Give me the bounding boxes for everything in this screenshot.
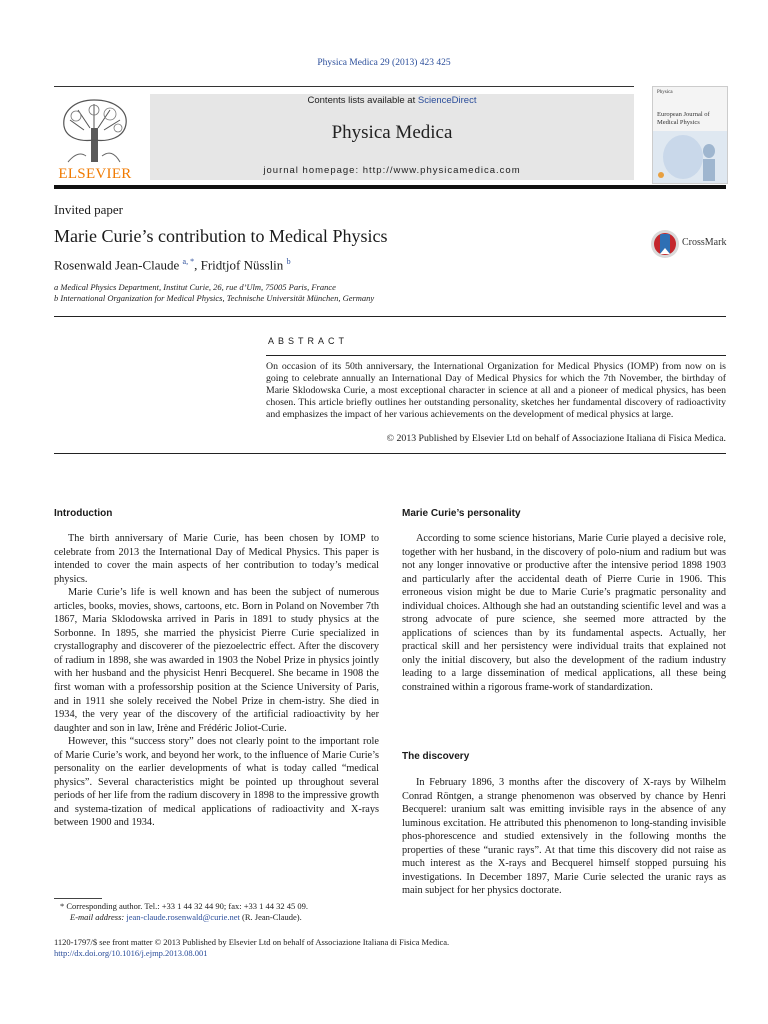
email-suffix: (R. Jean-Claude). bbox=[239, 912, 302, 922]
author-2-affiliation-marker[interactable]: b bbox=[286, 257, 291, 266]
email-line bbox=[60, 912, 380, 923]
footnote bbox=[60, 901, 380, 923]
section-heading-introduction: Introduction bbox=[54, 508, 113, 519]
doi-link[interactable]: http://dx.doi.org/10.1016/j.ejmp.2013.08.001 bbox=[54, 948, 208, 958]
cover-title: European Journal of Medical Physics bbox=[657, 111, 710, 126]
author-separator: , bbox=[194, 257, 201, 273]
contents-prefix: Contents lists available at bbox=[307, 95, 418, 106]
abstract-heading: ABSTRACT bbox=[268, 336, 349, 346]
affiliation-a: a Medical Physics Department, Institut Curie, 26, rue d’Ulm, 75005 Paris, France bbox=[54, 282, 336, 292]
crossmark-icon bbox=[650, 228, 680, 260]
paragraph: According to some science historians, Marie Curie played a decisive role, together with her husband, in the discovery of polo-nium and radium but was not any longer innovative or productive after the intensive period 1898 1903 and particularly after the accidental death of Pierre Curie in 1906. This erroneous vision might be due to Marie Curie’s pragmatic personality and individual choices. Although she had an outstanding scientific level and was a strong advocate of pure science, she seemed more attracted by the applications of sciences than by its fundamental aspects. Actually, her practical skill and her persistency were individual traits that explained not only the initial discovery, but also the development of the radium industry leading to a large dissemination of medical applications, all these being constrained within a rigorous frame-work of standardization. bbox=[402, 533, 726, 694]
journal-citation[interactable]: Physica Medica 29 (2013) 423 425 bbox=[317, 58, 451, 68]
cover-figure-icon bbox=[653, 131, 727, 183]
paragraph: Marie Curie’s life is well known and has been the subject of numerous articles, books, movies, shows, cartoons, etc. Born in Poland on November 7th 1867, Maria Sklodowska arrived in Paris in 1891 to study physics at the Sorbonne. In 1895, she married the physicist Pierre Curie specialized in crystallography and discoverer of the piezoelectric effect. After the discovery of radium in 1898, she was awarded in 1903 the Nobel Prize in physics jointly with her husband and the physicist Henri Becquerel. She became in 1908 the first woman with a professorship position at the Science University of Paris, and in 1911 she solely received the Nobel Prize in chem-istry. She died in 1934, the very year of the discovery of the artificial radioactivity by her daughter and son in law, Irène and Frédéric Joliot-Curie. bbox=[54, 587, 379, 734]
title-rule bbox=[54, 316, 726, 317]
footer-issn-line: 1120-1797/$ see front matter © 2013 Published by Elsevier Ltd on behalf of Associazione Italiana di Fisica Medica. bbox=[54, 937, 450, 947]
paragraph: In February 1896, 3 months after the discovery of X-rays by Wilhelm Conrad Röntgen, a strange phenomenon was observed by chance by Henri Becquerel: uranium salt was emitting invisible rays in the absence of any luminous excitation. He attributed this phenomenon to long-standing invisible phos-phorescence and studied extensively in the following months the properties of these “uranic rays”. At that time this discovery did not raise as much interest as the X-rays and Becquerel himself stopped pursuing his investigations. In December 1897, Marie Curie selected the uranic rays as main subject for her physics doctorate. bbox=[402, 777, 726, 897]
paragraph: The birth anniversary of Marie Curie, has been chosen by IOMP to celebrate from 2013 the International Day of Medical Physics. This paper is intended to cover the main aspects of her contribution to today’s medical physics. bbox=[54, 533, 379, 585]
section-heading-discovery: The discovery bbox=[402, 751, 470, 762]
email-label: E-mail address: bbox=[70, 912, 127, 922]
abstract-text: On occasion of its 50th anniversary, the International Organization for Medical Physics (IOMP) from now on is going to celebrate annually an International Day of Medical Physics for which the 7th November, the birthday of Marie Sklodowska Curie, a most exceptional character in science at all and a pioneer of medical physics, has been chosen. This article briefly outlines her outstanding personality, sketches her fundamental discovery of radioactivity and emphasizes the impact of her various achievements on the development of medical physics at large. bbox=[266, 361, 726, 421]
abstract-rule bbox=[266, 355, 726, 356]
header-thick-rule bbox=[54, 185, 726, 189]
section-heading-personality: Marie Curie’s personality bbox=[402, 508, 521, 519]
journal-banner bbox=[150, 94, 634, 180]
right-column-body-1 bbox=[402, 532, 726, 695]
author-1-affiliation-marker[interactable]: a, * bbox=[182, 257, 195, 266]
abstract-copyright: © 2013 Published by Elsevier Ltd on behalf of Associazione Italiana di Fisica Medica. bbox=[386, 433, 726, 444]
contents-line bbox=[150, 95, 634, 106]
left-column-body bbox=[54, 532, 379, 830]
sciencedirect-link[interactable]: ScienceDirect bbox=[417, 95, 477, 106]
author-2[interactable]: Fridtjof Nüsslin bbox=[200, 257, 284, 273]
article-type: Invited paper bbox=[54, 202, 123, 217]
crossmark-label: CrossMark bbox=[682, 237, 727, 248]
author-1[interactable]: Rosenwald Jean-Claude bbox=[54, 257, 180, 273]
paragraph: However, this “success story” does not clearly point to the important role of Marie Curie’s work, and beyond her work, to the influence of Marie Curie’s personality on the earlier developments of what is today called “medical physics”. Several characteristics might be pointed up throughout several periods of her life from the radium discovery in 1898 to the impressive growth and systema-tization of medical applications of radioactivity and X-rays between 1900 and 1934. bbox=[54, 736, 379, 829]
elsevier-wordmark: ELSEVIER bbox=[58, 166, 132, 182]
crossmark-badge[interactable] bbox=[650, 228, 730, 260]
footnote-rule bbox=[54, 898, 102, 899]
email-link[interactable]: jean-claude.rosenwald@curie.net bbox=[126, 912, 240, 922]
header-rule bbox=[54, 86, 634, 87]
right-column-body-2 bbox=[402, 776, 726, 898]
journal-homepage[interactable]: journal homepage: http://www.physicamedica.com bbox=[263, 165, 521, 176]
article-title: Marie Curie’s contribution to Medical Physics bbox=[54, 226, 388, 246]
journal-cover bbox=[652, 86, 728, 184]
corresponding-author-note: * Corresponding author. Tel.: +33 1 44 32 44 90; fax: +33 1 44 32 45 09. bbox=[60, 901, 308, 911]
author-list bbox=[54, 257, 291, 273]
cover-small-title: Physica bbox=[657, 90, 673, 95]
affiliation-b: b International Organization for Medical Physics, Technische Universität München, Germany bbox=[54, 293, 375, 303]
abstract-bottom-rule bbox=[54, 453, 726, 454]
footer-doi[interactable] bbox=[54, 948, 208, 959]
journal-title: Physica Medica bbox=[331, 122, 453, 143]
